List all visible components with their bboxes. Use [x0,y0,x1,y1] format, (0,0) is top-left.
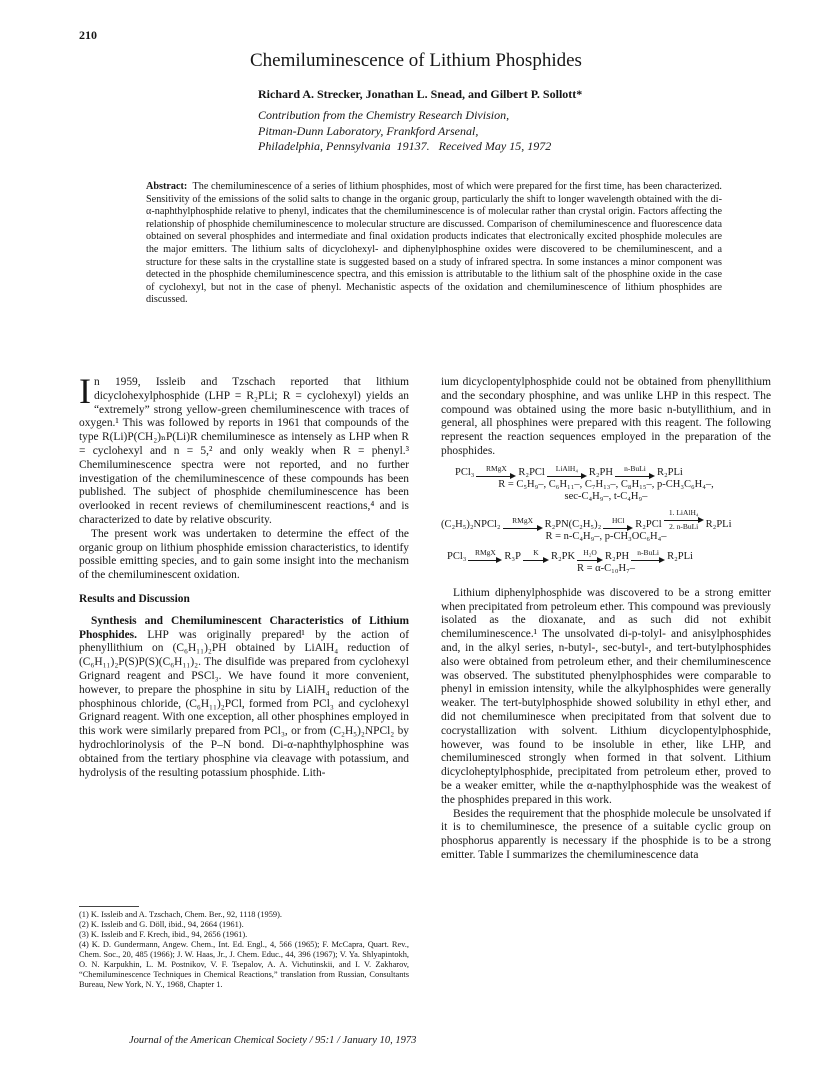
reaction-arrow [468,549,502,563]
affiliation-line: Pitman-Dunn Laboratory, Frankford Arsenal, [258,123,479,138]
left-column [79,371,409,780]
paragraph-text: LHP was originally prepared¹ by the action of phenyllithium on (C₆H₁₁)₂PH obtained by LiAlH₄ reduction of (C₆H₁₁)₂P(S)P(S)(C₆H₁₁)₂. The disulfide was prepared from cyclohexyl Grignard reagent and PSCl₃. We have found it more convenient, however, to prepare the phosphine in situ by LiAlH₄ reduction of the phosphinous chloride, (C₆H₁₁)₂PCl, formed from PCl₃ and cyclohexyl Grignard reagent. With one exception, all other phosphines employed in this work were similarly prepared from PCl₃, or from (C₂H₅)₂NPCl₂ by hydrochlorinolysis of the P–N bond. Di-α-naphthylphosphine was obtained from the tertiary phosphine via cleavage with potassium, and hydrolysis of the resulting potassium phosphide. Lith- [79,628,409,779]
product: R₂PCl [635,518,662,530]
journal-footer: Journal of the American Chemical Society / 95:1 / January 10, 1973 [129,1035,417,1046]
footnote: (4) K. D. Gundermann, Angew. Chem., Int. Ed. Engl., 4, 566 (1965); F. McCapra, Quart. Rev., Chem. Soc., 20, 485 (1966); J. W. Haas, Jr., J. Chem. Educ., 44, 396 (1967); V. Ya. Shlyapintokh, O. N. Karpukhin, L. M. Postnikov, V. F. Tsepalov, A. A. Vichutinskii, and I. V. Zakharov, “Chemiluminescence Techniques in Chemical Reactions,” translation from Russian, Consultants Bureau, New York, N. Y., 1968, Chapter 1. [79,940,409,989]
abstract [146,181,722,307]
substituent-list: R = α-C₁₀H₇– [577,562,635,574]
paragraph: The present work was undertaken to determine the effect of the organic group on lithium phosphide emission characteristics, to identify possible emitting species, and to gain some insight into the mechanism of the chemiluminescent oxidation. [79,527,409,582]
abstract-label: Abstract: [146,181,188,192]
product: R₂PCl [518,466,545,478]
arrow-label: n-BuLi [637,547,659,557]
arrow-label: n-BuLi [624,463,646,473]
abstract-text: The chemiluminescence of a series of lithium phosphides, most of which were prepared for the first time, has been characterized. Sensitivity of the emissions of the solid salts to change in the organic group, particularly the shift to longer wavelength obtained with the di-α-naphthylphosphide relative to phenyl, indicates that the chemiluminescence is of molecular rather than crystal origin. Factors affecting the relationship of phosphide chemiluminescence to molecular structure are discussed. Comparison of chemiluminescence and fluorescence data obtained on several phosphides and intermediate and final oxidation products indicates that electronically excited phosphide molecules are the major emitters. The lithium salts of dicyclohexyl- and diphenylphosphine oxides were discovered to be chemiluminescent, and a structure for these salts in the crystalline state is suggested based on a study of infrared spectra. In some instances a minor component was detected in the phosphide chemiluminescence spectra, and this emission is attributable to the lithium salt of the phosphine oxide in the case of cyclohexyl, but not in the case of phenyl. Mechanistic aspects of the oxidation and chemiluminescence of lithium phosphides are discussed. [146,181,722,306]
scheme-3-line [441,549,771,563]
arrow-label: K [533,547,539,557]
reactant: PCl₃ [447,550,467,562]
reaction-arrow [631,549,665,563]
product: R₂PLi [667,550,693,562]
reaction-arrow [503,517,543,531]
arrow-label: RMgX [475,547,496,557]
arrow-label: HCl [611,515,625,525]
reaction-arrow [547,465,587,479]
product: R₂PK [550,550,576,562]
arrow-label: 1. LiAlH₄ [668,507,699,517]
product: R₃P [504,550,521,562]
drop-cap: I [79,371,91,411]
substituent-list: sec-C₄H₉–, t-C₄H₉– [564,490,648,502]
affiliation-line: Contribution from the Chemistry Research Division, [258,108,510,122]
section-heading: Results and Discussion [79,592,190,605]
reaction-arrow [523,549,549,563]
footnote: (2) K. Issleib and G. Döll, ibid., 94, 2664 (1961). [79,920,244,929]
reaction-arrow [603,517,633,531]
product: R₂PH [588,466,613,478]
footnote: (1) K. Issleib and A. Tzschach, Chem. Ber., 92, 1118 (1959). [79,910,282,919]
reactant: PCl₃ [455,466,475,478]
arrow-label: LiAlH₄ [555,463,578,473]
affiliation-block [258,108,551,155]
product: R₂PN(C₂H₅)₂ [544,518,602,530]
affiliation-line: Philadelphia, Pennsylvania 19137. Received May 15, 1972 [258,139,552,153]
footnote-rule [79,906,139,907]
scheme-2-line [441,509,771,531]
substituent-list: R = n-C₄H₉–, p-CH₃OC₆H₄– [545,530,667,542]
arrow-label: H₂O [583,547,597,557]
arrow-label: RMgX [512,515,533,525]
author-list: Richard A. Strecker, Jonathan L. Snead, and Gilbert P. Sollott* [258,87,583,101]
footnote: (3) K. Issleib and F. Krech, ibid., 94, 2656 (1961). [79,930,248,939]
arrow-label: 2. n-BuLi [669,521,699,531]
paragraph: Lithium diphenylphosphide was discovered to be a strong emitter when precipitated from petroleum ether. This compound was previously isolated as the dioxanate, and as such did not exhibit chemiluminescence.¹ The unsolvated di-p-tolyl- and anisylphosphides and, in the alkyl series, n-butyl-, sec-butyl-, and tert-butylphosphides also were obtained from petroleum ether, and their chemiluminescence was observed. The substituted phenylphosphides were comparable to phenyl in emission intensity, while the alkylphosphides were generally weaker. The tert-butylphosphide showed solubility in ethyl ether, and did not chemiluminesce when precipitated from that solvent due to cocrystallization with solvent. Lithium dicyclopentylphosphide, however, was found to be insoluble in ether, like LHP, and chemiluminesced strongly when formed in that solvent. Lithium dicycloheptylphosphide, precipitated from petroleum ether, proved to be a weaker emitter, while the α-napthylphosphide was the weakest of the phosphides prepared in this work. [441,586,771,806]
paragraph [79,615,409,781]
product: R₂PH [605,550,630,562]
footnotes [79,906,409,990]
right-column [441,376,771,863]
reaction-arrow [664,509,704,531]
reaction-arrow [615,465,655,479]
reaction-scheme [441,465,771,575]
reaction-arrow [476,465,516,479]
product: R₂PLi [656,466,683,478]
intro-paragraph [79,371,409,528]
paragraph: ium dicyclopentylphosphide could not be obtained from phenyllithium and the secondary phosphine, and was unlike LHP in this respect. The compound was obtained using the more basic n-butyllithium, and in general, all phosphines were prepared with this reagent. The following represent the reaction sequences employed in the preparation of the phosphides. [441,376,771,457]
intro-text: n 1959, Issleib and Tzschach reported that lithium dicyclohexylphosphide (LHP = R₂PLi; R = cyclohexyl) yields an “extremely” strong yellow-green chemiluminescence with traces of oxygen.¹ This was followed by reports in 1961 that compounds of the type R(Li)P(CH₂)ₙP(Li)R chemiluminesce as intensely as LHP when R = cyclohexyl and n = 5,² and only weakly when R = phenyl.³ Chemiluminescence spectra were not reported, and no further investigation of the chemiluminescence of these compounds has been published. The subject of phosphide chemiluminescence has been overlooked in recent reviews of chemiluminescent reactions,⁴ and is characterized to date by relative obscurity. [79,376,409,526]
product: R₂PLi [705,518,732,530]
reaction-arrow [577,549,603,563]
page-title: Chemiluminescence of Lithium Phosphides [250,50,582,71]
substituent-list: R = C₅H₉–, C₆H₁₁–, C₇H₁₃–, C₈H₁₅–, p-CH₃C₆H₄–, [498,478,714,490]
reactant: (C₂H₅)₂NPCl₂ [441,518,501,530]
subsection-heading: Synthesis and Chemiluminescent Characteristics of Lithium Phosphides. [79,614,409,641]
arrow-label: RMgX [486,463,507,473]
page-number: 210 [79,28,97,42]
scheme-1-line [441,465,771,479]
paragraph: Besides the requirement that the phosphide molecule be unsolvated if it is to chemiluminesce, the presence of a suitable cyclic group on phosphorus apparently is necessary if the phosphide is to be a strong emitter. Table I summarizes the chemiluminescence data [441,807,771,861]
